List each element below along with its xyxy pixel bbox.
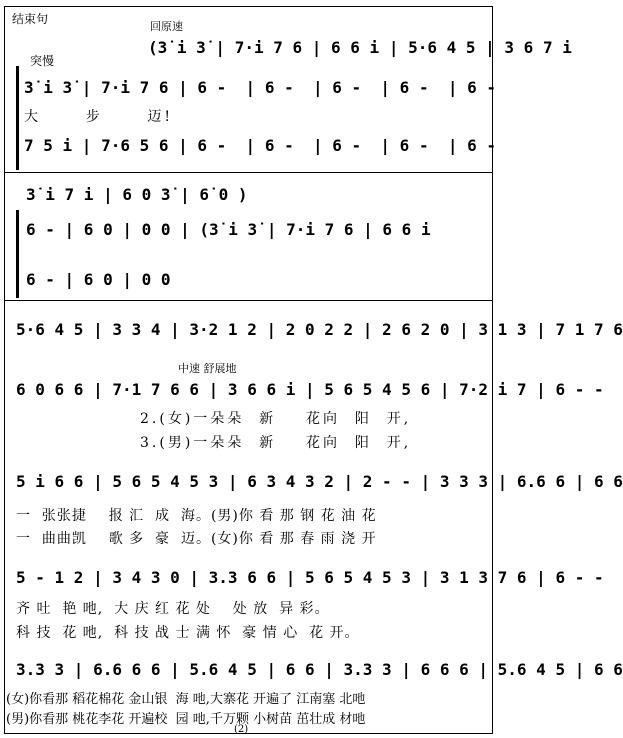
system2-low-notes: 6 - | 6 0 | 0 0 [26,270,171,289]
system2-upper-notes: 3̇ i 7 i | 6 0 3̇ | 6̇ 0 ) [26,185,248,204]
line7-lyric-2: (男)你看那 桃花李花 开遍校 园 吔,千万颗 小树苗 茁壮成 材吔 [6,712,366,727]
line7-notes: 3.3 3 | 6.6 6 6 | 5.6 4 5 | 6 6 | 3.3 3 | 6 6 6 | 5.6 4 5 | 6 6 [16,660,623,679]
line4-lyric-2: 3.(男)一朵朵 新 花向 阳 开, [140,435,412,451]
system1-mid-notes: 3̇ i 3̇ | 7·i 7 6 | 6 - | 6 - | 6 - | 6 - | 6 - [24,78,497,97]
system-divider [4,172,493,173]
system2-mid-notes: 6 - | 6 0 | 0 0 | (3̇ i 3̇ | 7·i 7 6 | 6 6 i [26,220,431,239]
system2-bracket [16,210,19,298]
line5-lyric-1: 一 张张捷 报 汇 成 海。(男)你 看 那 钢 花 油 花 [16,508,377,524]
system-divider [4,300,493,301]
line7-lyric-1: (女)你看那 稻花棉花 金山银 海 吔,大寨花 开遍了 江南塞 北吔 [6,692,366,707]
tempo-back-mark: 回原速 [150,20,183,33]
page-number: (2) [234,724,249,735]
line6-notes: 5 - 1 2 | 3 4 3 0 | 3.3 6 6 | 5 6 5 4 5 3 | 3 1 3 7 6 | 6 - - [16,568,604,587]
line3-notes: 5·6 4 5 | 3 3 4 | 3·2 1 2 | 2 0 2 2 | 2 6 2 0 | 3 1 3 | 7 1 7 6 [16,320,623,339]
system1-lyric: 大 步 迈! [24,109,174,125]
line5-lyric-2: 一 曲曲凯 歌 多 豪 迈。(女)你 看 那 春 雨 浇 开 [16,531,377,547]
line4-lyric-1: 2.(女)一朵朵 新 花向 阳 开, [140,411,412,427]
ending-mark: 结束句 [12,12,49,26]
line6-lyric-1: 齐 吐 艳 吔, 大 庆 红 花 处 处 放 异 彩。 [16,601,330,617]
line4-notes: 6 0 6 6 | 7·1 7 6 6 | 3 6 6 i | 5 6 5 4 5 6 | 7·2 i 7 | 6 - - [16,380,604,399]
medium-tempo-mark: 中速 舒展地 [178,362,237,375]
system1-upper-notes: (3̇ i 3̇ | 7·i 7 6 | 6 6 i | 5·6 4 5 | 3 6 7 i [148,38,572,57]
system1-bracket [16,66,19,170]
sudden-slow-mark: 突慢 [30,54,55,68]
line6-lyric-2: 科 技 花 吔, 科 技 战 士 满 怀 豪 情 心 花 开。 [16,625,360,641]
system1-low-notes: 7 5 i | 7·6 5 6 | 6 - | 6 - | 6 - | 6 - | 6 - [24,136,497,155]
line5-notes: 5 i 6 6 | 5 6 5 4 5 3 | 6 3 4 3 2 | 2 - - | 3 3 3 | 6.6 6 | 6 6 [16,472,623,491]
